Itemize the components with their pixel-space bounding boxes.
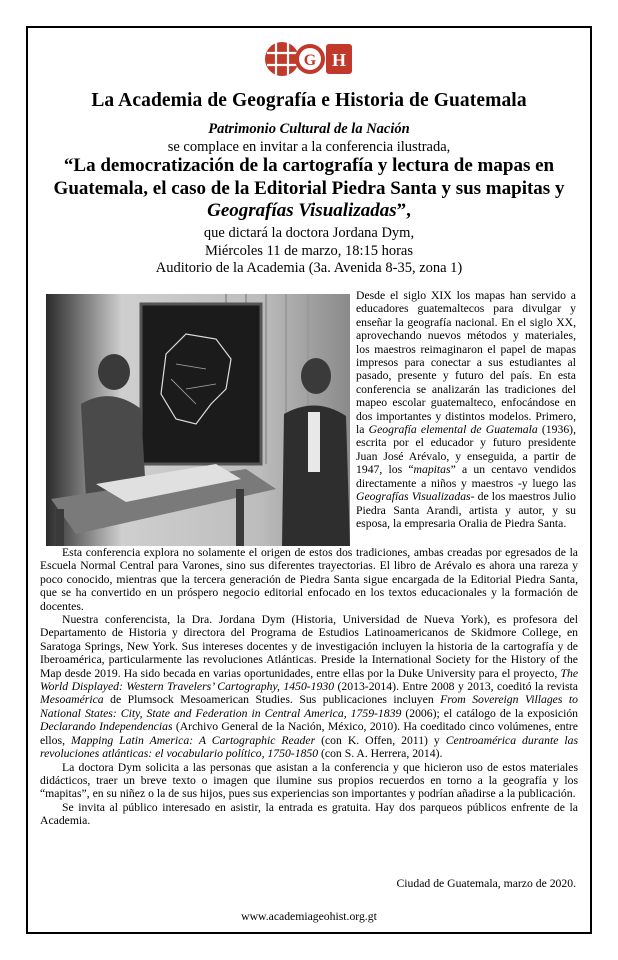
p2-f: From Sovereign Villages to National States: City, State and Federation in Central America, 1759-1839: [40, 693, 578, 720]
invite-line: se complace en invitar a la conferencia ilustrada,: [167, 139, 451, 155]
p2-k: (con K. Offen, 2011) y: [315, 733, 446, 747]
paragraph-4: Se invita al público interesado en asistir, la entrada es gratuita. Hay dos parqueos públicos enfrente de la Academia.: [40, 800, 578, 828]
historical-photo: [46, 294, 350, 546]
website-link[interactable]: www.academiageohist.org.gt: [241, 910, 377, 923]
side-t1: Desde el siglo XIX los mapas han servido a educadores guatemaltecos para divulgar y enseñar la geografía nacional. En el siglo XX, aprovechando nuevos métodos y materiales, los maestros reimaginaron el papel de mapas impresos para conectar a sus estudiantes al pasado, presente y futuro del país. En esta conferencia se analizarán las tradiciones del mapeo escolar guatemalteco, enfocándose en dos importantes y distintos modelos. Primero, la: [356, 289, 576, 437]
side-t4: mapitas: [413, 463, 451, 477]
p2-g: (2006); el catálogo de la exposición: [401, 706, 579, 720]
side-t2: Geografía elemental de Guatemala: [368, 423, 538, 437]
p2-l: Centroamérica durante las revoluciones atlánticas: el vocabulario político, 1750-1850: [40, 733, 579, 761]
p2-h: Declarando Independencias: [40, 720, 173, 734]
side-t7: - de los maestros Julio Piedra Santa Arandi, artista y autor, y su esposa, la empresaria Oralia de Piedra Santa.: [356, 490, 576, 530]
p2-b: The World Displayed: Western Travelers’ Cartography, 1450-1930: [40, 666, 578, 694]
p2-e: de Plumsock Mesoamerican Studies. Sus publicaciones incluyen: [103, 693, 441, 707]
side-t3: (1936), escrita por el educador y futuro presidente Juan José Arévalo, y enseguida, a partir de 1947, los “: [356, 423, 576, 477]
lecturer-line: que dictará la doctora Jordana Dym,: [203, 225, 415, 241]
svg-text:G: G: [303, 52, 317, 69]
paragraph-1: Esta conferencia explora no solamente el origen de estos dos tradiciones, ambas creadas por egresados de la Escuela Normal Central para Varones, sino sus diferentes trayectorias. El libro de Arévalo es ahora una rareza y poco conocido, mientras que la tercera generación de Piedra Santa sigue encargada de la Editorial Piedra Santa, que se ha convertido en un próspero negocio editorial enfocado en los textos educacionales y la formación de docentes.: [40, 546, 578, 613]
datetime-line: Miércoles 11 de marzo, 18:15 horas: [204, 242, 414, 259]
venue-line: Auditorio de la Academia (3a. Avenida 8-35, zona 1): [155, 260, 463, 276]
paragraph-3: La doctora Dym solicita a las personas que asistan a la conferencia y que hicieron uso de estos materiales didácticos, traer un breve texto o imagen que ilumine sus propios recuerdos en torno a la geografía y los “mapitas”, en su niñez o la de sus hijos, pues sus experiencias son importantes y podrían añadirse a la publicación.: [40, 760, 578, 801]
p2-j: Mapping Latin America: A Cartographic Reader: [70, 733, 316, 747]
p2-c: (2013-2014). Entre 2008 y 2013, coeditó la revista: [334, 680, 578, 694]
title-part-1: “La democratización de la cartografía y lectura de mapas en Guatemala, el caso de la Editorial Piedra Santa y sus mapitas y: [53, 155, 565, 199]
title-part-2: ”,: [396, 200, 411, 221]
side-t5: ” a un centavo vendidos directamente a niños y maestros -y luego las: [356, 463, 577, 490]
p2-m: (con S. A. Herrera, 2014).: [318, 747, 443, 761]
title-italic: Geografías Visualizadas: [207, 200, 397, 221]
lecture-details: [40, 225, 578, 278]
side-t6: Geografías Visualizadas: [356, 490, 471, 504]
dateline: Ciudad de Guatemala, marzo de 2020.: [396, 877, 576, 890]
p2-i: (Archivo General de la Nación, México, 2010). Ha coeditado cinco volúmenes, entre ellos,: [40, 720, 578, 747]
conference-title: [40, 155, 578, 223]
paragraph-2: [40, 613, 578, 760]
body-text: [40, 546, 578, 828]
academy-title: La Academia de Geografía e Historia de Guatemala: [91, 90, 527, 111]
academy-logo-icon: [264, 38, 354, 80]
patrimonio-subtitle: Patrimonio Cultural de la Nación: [208, 121, 410, 137]
p2-a: Nuestra conferencista, la Dra. Jordana Dym (Historia, Universidad de Nueva York), es profesora del Departamento de Historia y directora del Programa de Estudios Latinoamericanos de Skidmore College, en Saratoga Springs, New York. Sus intereses docentes y de investigación incluyen la historia de la cartografía y de Iberoamérica, particularmente las revoluciones Atlánticas. Preside la International Society for the History of the Map desde 2019. Ha sido becada en varias oportunidades, entre ellas por la Duke University para el proyecto,: [40, 613, 578, 680]
svg-text:H: H: [331, 50, 347, 70]
p2-d: Mesoamérica: [40, 693, 104, 707]
side-text: [356, 289, 576, 530]
